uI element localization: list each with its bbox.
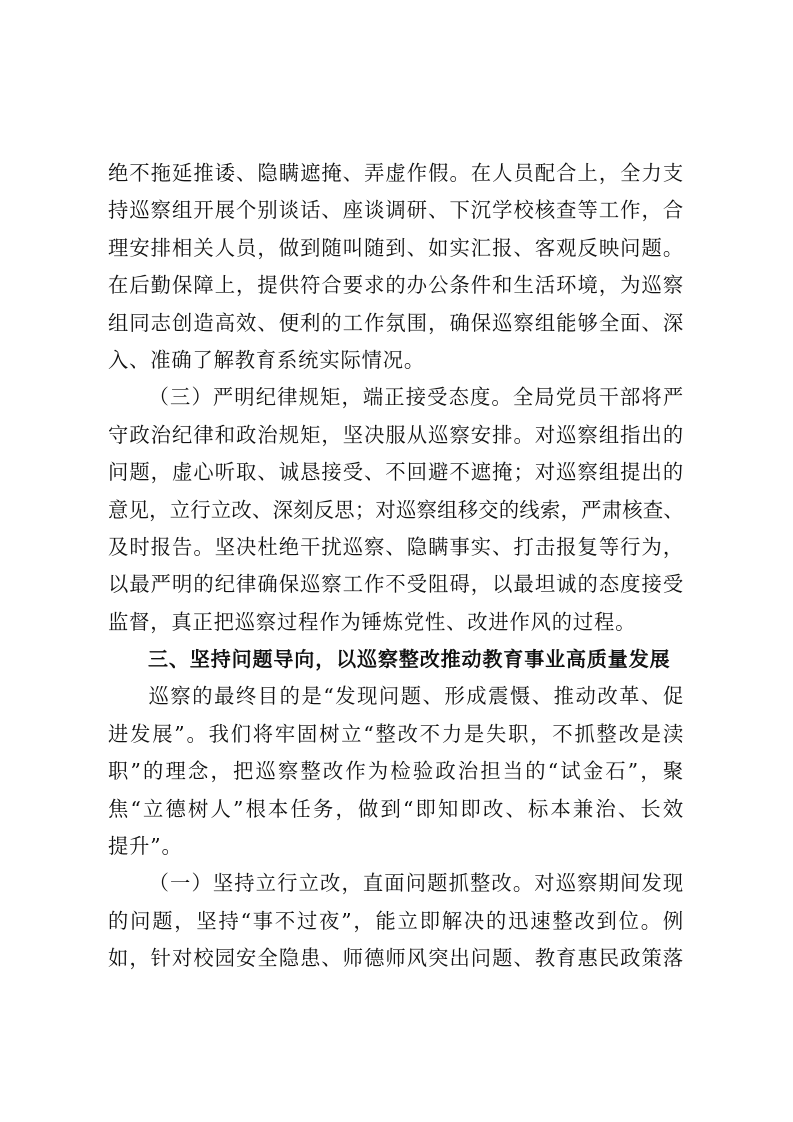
text-line: 守政治纪律和政治规矩，坚决服从巡察安排。对巡察组指出的: [108, 422, 684, 447]
text-line: 进发展”。我们将牢固树立“整改不力是失职，不抓整改是渎: [108, 721, 684, 746]
text-line: 以最严明的纪律确保巡察工作不受阻碍，以最坦诚的态度接受: [108, 572, 684, 597]
paragraph-discipline: [108, 379, 684, 641]
text-line: 意见，立行立改、深刻反思；对巡察组移交的线索，严肃核查、: [108, 497, 684, 522]
text-line: 如，针对校园安全隐患、师德师风突出问题、教育惠民政策落: [108, 946, 684, 971]
text-line: 绝不拖延推诿、隐瞒遮掩、弄虚作假。在人员配合上，全力支: [108, 161, 684, 185]
document-body: [108, 155, 684, 978]
section-heading: [108, 641, 684, 678]
text-line: 问题，虚心听取、诚恳接受、不回避不遮掩；对巡察组提出的: [108, 460, 684, 485]
text-line: 巡察的最终目的是“发现问题、形成震慑、推动改革、促: [148, 684, 684, 709]
text-line: 在后勤保障上，提供符合要求的办公条件和生活环境，为巡察: [108, 273, 684, 298]
text-line: 持巡察组开展个别谈话、座谈调研、下沉学校核查等工作，合: [108, 198, 684, 223]
text-line: （三）严明纪律规矩，端正接受态度。全局党员干部将严: [148, 385, 684, 410]
text-line: 提升”。: [108, 834, 183, 859]
text-line: 监督，真正把巡察过程作为锤炼党性、改进作风的过程。: [108, 609, 637, 634]
text-line: 及时报告。坚决杜绝干扰巡察、隐瞒事实、打击报复等行为，: [108, 534, 684, 559]
text-line: 焦“立德树人”根本任务，做到“即知即改、标本兼治、长效: [108, 796, 684, 821]
paragraph-logistics: [108, 155, 684, 379]
text-line: 入、准确了解教育系统实际情况。: [108, 347, 425, 372]
text-line: （一）坚持立行立改，直面问题抓整改。对巡察期间发现: [148, 871, 684, 896]
text-line: 理安排相关人员，做到随叫随到、如实汇报、客观反映问题。: [108, 235, 684, 260]
text-line: 的问题，坚持“事不过夜”，能立即解决的迅速整改到位。例: [108, 908, 684, 933]
text-line: 职”的理念，把巡察整改作为检验政治担当的“试金石”，聚: [108, 759, 684, 784]
paragraph-goal: [108, 678, 684, 865]
heading-line: 三、坚持问题导向，以巡察整改推动教育事业高质量发展: [148, 647, 671, 672]
text-line: 组同志创造高效、便利的工作氛围，确保巡察组能够全面、深: [108, 310, 684, 335]
paragraph-rectification: [108, 865, 684, 977]
